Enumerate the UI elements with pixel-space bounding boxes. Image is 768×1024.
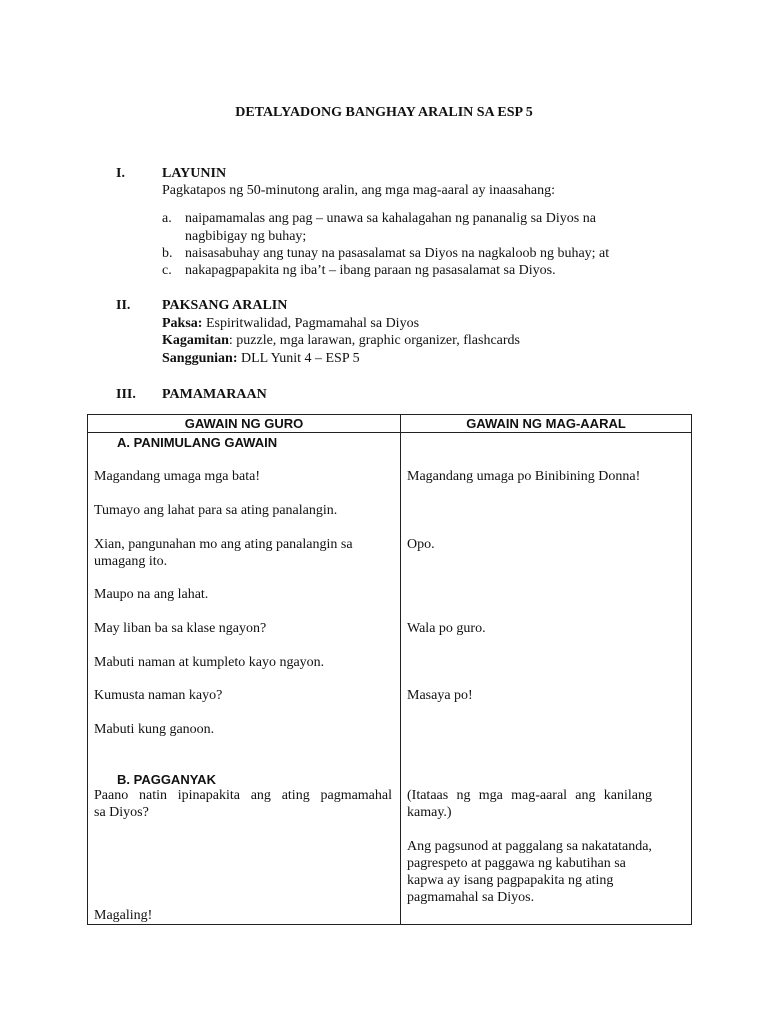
objectives-intro: Pagkatapos ng 50-minutong aralin, ang mga mag-aaral ay inaasahang: (162, 183, 556, 198)
magaaral-line: Masaya po! (407, 688, 473, 703)
subheading-pagganyak: B. PAGGANYAK (117, 772, 216, 787)
section-3-heading: PAMAMARAAN (162, 387, 267, 402)
objective-b-letter: b. (162, 246, 173, 261)
procedure-table (87, 414, 692, 925)
guro-line: Paano natin ipinapakita ang ating pagmamahal (94, 788, 392, 803)
objective-a-line2: nagbibigay ng buhay; (185, 229, 307, 244)
kagamitan-value: : puzzle, mga larawan, graphic organizer, flashcards (228, 333, 520, 348)
guro-cell (88, 433, 401, 925)
guro-line: Kumusta naman kayo? (94, 688, 223, 703)
table-header-row (88, 415, 692, 433)
magaaral-line: Magandang umaga po Binibining Donna! (407, 469, 641, 484)
magaaral-line: kamay.) (407, 805, 452, 820)
guro-line: Maupo na ang lahat. (94, 587, 209, 602)
magaaral-line: Ang pagsunod at paggalang sa nakatatanda, (407, 839, 652, 854)
guro-line: Mabuti naman at kumpleto kayo ngayon. (94, 655, 325, 670)
magaaral-line: kapwa ay isang pagpapakita ng ating (407, 873, 614, 888)
objective-c-text: nakapagpapakita ng iba’t – ibang paraan ng pasasalamat sa Diyos. (185, 263, 556, 278)
col-header-guro: GAWAIN NG GURO (88, 415, 401, 433)
guro-line: Mabuti kung ganoon. (94, 722, 215, 737)
section-2-heading: PAKSANG ARALIN (162, 298, 288, 313)
section-1-heading: LAYUNIN (162, 166, 227, 181)
magaaral-cell (401, 433, 692, 925)
guro-line: umagang ito. (94, 554, 168, 569)
col-header-magaaral: GAWAIN NG MAG-AARAL (401, 415, 692, 433)
objective-b-text: naisasabuhay ang tunay na pasasalamat sa Diyos na nagkaloob ng buhay; at (185, 246, 610, 261)
table-row (88, 433, 692, 925)
kagamitan-label: Kagamitan (162, 333, 229, 348)
paksa-label: Paksa: (162, 316, 203, 331)
guro-line: Tumayo ang lahat para sa ating panalangin. (94, 503, 338, 518)
magaaral-line: pagmamahal sa Diyos. (407, 890, 535, 905)
guro-line: May liban ba sa klase ngayon? (94, 621, 267, 636)
sanggunian-line (162, 350, 360, 367)
objective-c-letter: c. (162, 263, 172, 278)
section-1-number: I. (116, 166, 125, 181)
subheading-panimulang-gawain: A. PANIMULANG GAWAIN (117, 435, 278, 450)
objective-a-line1: naipamamalas ang pag – unawa sa kahalagahan ng pananalig sa Diyos na (185, 211, 596, 226)
magaaral-line: (Itataas ng mga mag-aaral ang kanilang (407, 788, 652, 803)
kagamitan-line (162, 332, 520, 349)
sanggunian-value: DLL Yunit 4 – ESP 5 (237, 351, 360, 366)
guro-line: Xian, pangunahan mo ang ating panalangin sa (94, 537, 353, 552)
magaaral-line: Opo. (407, 537, 435, 552)
sanggunian-label: Sanggunian: (162, 351, 238, 366)
document-title: DETALYADONG BANGHAY ARALIN SA ESP 5 (235, 105, 533, 120)
paksa-line (162, 315, 419, 332)
section-2-number: II. (116, 298, 131, 313)
magaaral-line: pagrespeto at paggawa ng kabutihan sa (407, 856, 626, 871)
section-3-number: III. (116, 387, 136, 402)
guro-line: Magandang umaga mga bata! (94, 469, 260, 484)
guro-line: sa Diyos? (94, 805, 149, 820)
paksa-value: Espiritwalidad, Pagmamahal sa Diyos (202, 316, 420, 331)
objective-a-letter: a. (162, 211, 172, 226)
guro-line: Magaling! (94, 908, 153, 923)
magaaral-line: Wala po guro. (407, 621, 486, 636)
